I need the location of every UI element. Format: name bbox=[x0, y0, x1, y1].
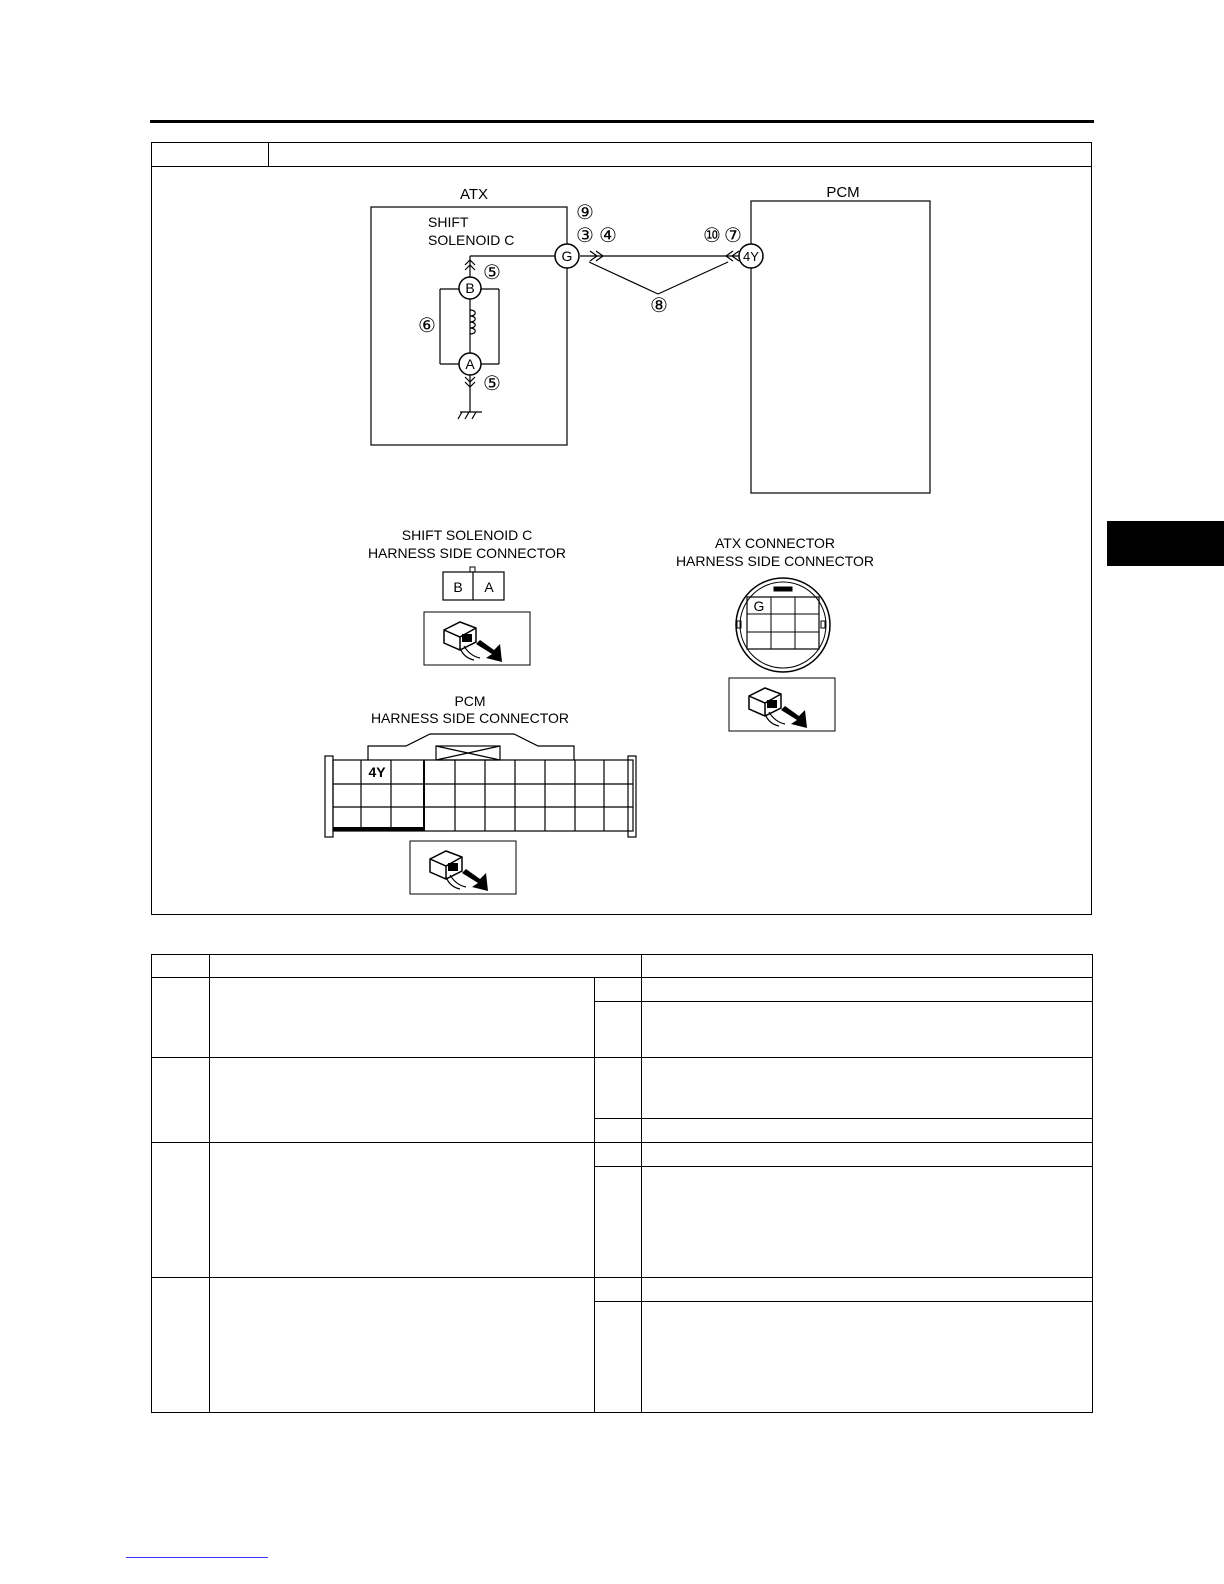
terminal-g-label: G bbox=[561, 248, 573, 264]
pcm-connector-face bbox=[325, 734, 636, 837]
action-cell bbox=[642, 1143, 1093, 1167]
result-cell bbox=[595, 1119, 642, 1143]
action-cell bbox=[642, 1002, 1093, 1058]
marker-9: ⑨ bbox=[576, 202, 594, 224]
table-row bbox=[152, 978, 1093, 1002]
result-cell bbox=[595, 1278, 642, 1302]
terminal-4y-label: 4Y bbox=[743, 249, 759, 264]
result-cell bbox=[595, 978, 642, 1002]
result-cell bbox=[595, 1058, 642, 1119]
pcm-connector-title-1: PCM bbox=[454, 693, 486, 709]
marker-10: ⑩ bbox=[703, 225, 721, 247]
table-row bbox=[152, 1278, 1093, 1302]
marker-6: ⑥ bbox=[418, 315, 436, 337]
terminal-a-label: A bbox=[465, 356, 475, 372]
result-cell bbox=[595, 1167, 642, 1278]
action-cell bbox=[642, 1302, 1093, 1413]
inspection-cell bbox=[210, 978, 595, 1058]
step-cell bbox=[152, 978, 210, 1058]
result-cell bbox=[595, 1302, 642, 1413]
marker-8: ⑧ bbox=[650, 295, 668, 317]
header-action-cell bbox=[642, 955, 1093, 978]
atx-label: ATX bbox=[459, 186, 489, 203]
marker-3: ③ bbox=[576, 225, 594, 247]
marker-4: ④ bbox=[599, 225, 617, 247]
pcm-plug-icon bbox=[410, 841, 516, 894]
pcm-box bbox=[751, 201, 930, 493]
marker-5-bottom: ⑤ bbox=[483, 373, 501, 395]
pcm-connector-title-2: HARNESS SIDE CONNECTOR bbox=[370, 710, 570, 726]
atx-connector-title-2: HARNESS SIDE CONNECTOR bbox=[675, 553, 875, 569]
table-row bbox=[152, 1058, 1093, 1119]
solenoid-pin-b: B bbox=[453, 579, 463, 595]
action-cell bbox=[642, 1278, 1093, 1302]
atx-pin-g: G bbox=[753, 598, 765, 614]
solenoid-plug-icon bbox=[424, 612, 530, 665]
table-header-row bbox=[152, 955, 1093, 978]
pcm-label: PCM bbox=[826, 184, 860, 201]
inspection-cell bbox=[210, 1058, 595, 1143]
footer-link-underline[interactable] bbox=[126, 1557, 268, 1558]
solenoid-connector-title-2: HARNESS SIDE CONNECTOR bbox=[367, 545, 567, 561]
pcm-pin-4y: 4Y bbox=[368, 764, 386, 780]
action-cell bbox=[642, 978, 1093, 1002]
solenoid-pin-a: A bbox=[484, 579, 494, 595]
atx-plug-icon bbox=[729, 678, 835, 731]
solenoid-title-line1: SHIFT bbox=[428, 214, 469, 230]
step-cell bbox=[152, 1058, 210, 1143]
table-row bbox=[152, 1143, 1093, 1167]
solenoid-connector-title-1: SHIFT SOLENOID C bbox=[401, 527, 533, 543]
solenoid-title-line2: SOLENOID C bbox=[428, 232, 515, 248]
step-cell bbox=[152, 1143, 210, 1278]
terminal-b-label: B bbox=[465, 280, 475, 296]
result-cell bbox=[595, 1143, 642, 1167]
action-cell bbox=[642, 1058, 1093, 1119]
marker-5-top: ⑤ bbox=[483, 262, 501, 284]
inspection-cell bbox=[210, 1278, 595, 1413]
solenoid-connector-face bbox=[443, 567, 504, 600]
marker-7: ⑦ bbox=[724, 225, 742, 247]
atx-connector-title-1: ATX CONNECTOR bbox=[714, 535, 836, 551]
result-cell bbox=[595, 1002, 642, 1058]
header-inspection-cell bbox=[210, 955, 642, 978]
inspection-cell bbox=[210, 1143, 595, 1278]
step-cell bbox=[152, 1278, 210, 1413]
action-cell bbox=[642, 1119, 1093, 1143]
atx-connector-face bbox=[736, 578, 830, 672]
procedure-table bbox=[151, 954, 1093, 1413]
header-step-cell bbox=[152, 955, 210, 978]
action-cell bbox=[642, 1167, 1093, 1278]
